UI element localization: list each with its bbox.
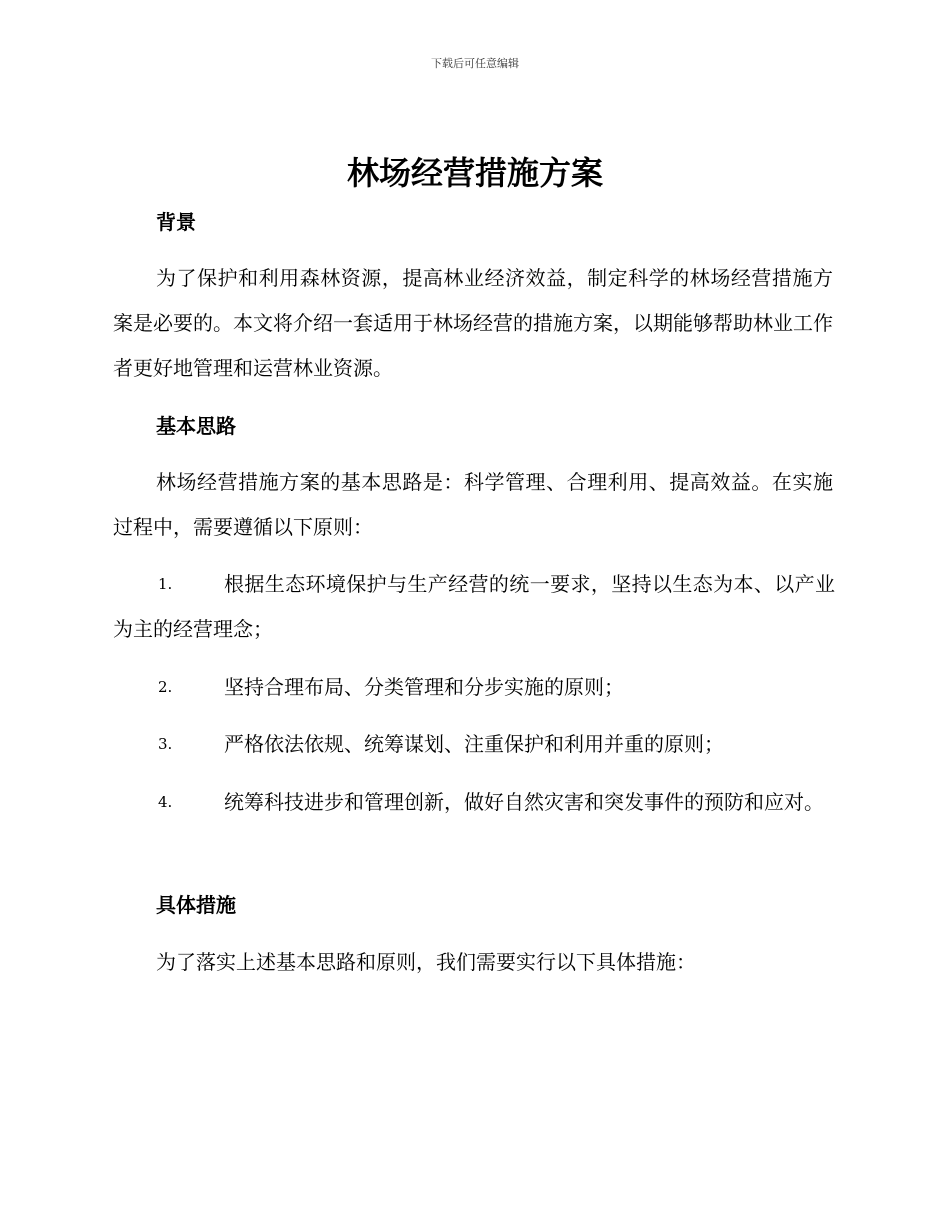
list-item [113, 780, 835, 825]
list-item [113, 722, 835, 767]
list-item-number: 2. [158, 678, 173, 696]
page-header-note: 下载后可任意编辑 [431, 57, 519, 70]
section-heading-background: 背景 [156, 210, 196, 234]
section-heading-basic-approach: 基本思路 [156, 414, 236, 438]
list-item [113, 665, 835, 710]
basic-approach-paragraph: 林场经营措施方案的基本思路是：科学管理、合理利用、提高效益。在实施过程中，需要遵循以下原则： [113, 470, 833, 539]
list-item-text: 根据生态环境保护与生产经营的统一要求，坚持以生态为本、以产业为主的经营理念； [113, 572, 835, 641]
list-item-text: 统筹科技进步和管理创新，做好自然灾害和突发事件的预防和应对。 [224, 790, 824, 814]
specific-measures-paragraph: 为了落实上述基本思路和原则，我们需要实行以下具体措施： [156, 950, 696, 974]
document-title: 林场经营措施方案 [346, 154, 603, 192]
background-paragraph: 为了保护和利用森林资源，提高林业经济效益，制定科学的林场经营措施方案是必要的。本文将介绍一套适用于林场经营的措施方案，以期能够帮助林业工作者更好地管理和运营林业资源。 [113, 266, 833, 380]
list-item-number: 4. [158, 793, 173, 811]
section-heading-specific-measures: 具体措施 [156, 893, 236, 917]
list-item [113, 562, 835, 652]
list-item-text: 坚持合理布局、分类管理和分步实施的原则； [224, 675, 624, 699]
list-item-number: 3. [158, 735, 173, 753]
list-item-number: 1. [158, 575, 173, 593]
list-item-text: 严格依法依规、统筹谋划、注重保护和利用并重的原则； [224, 732, 724, 756]
